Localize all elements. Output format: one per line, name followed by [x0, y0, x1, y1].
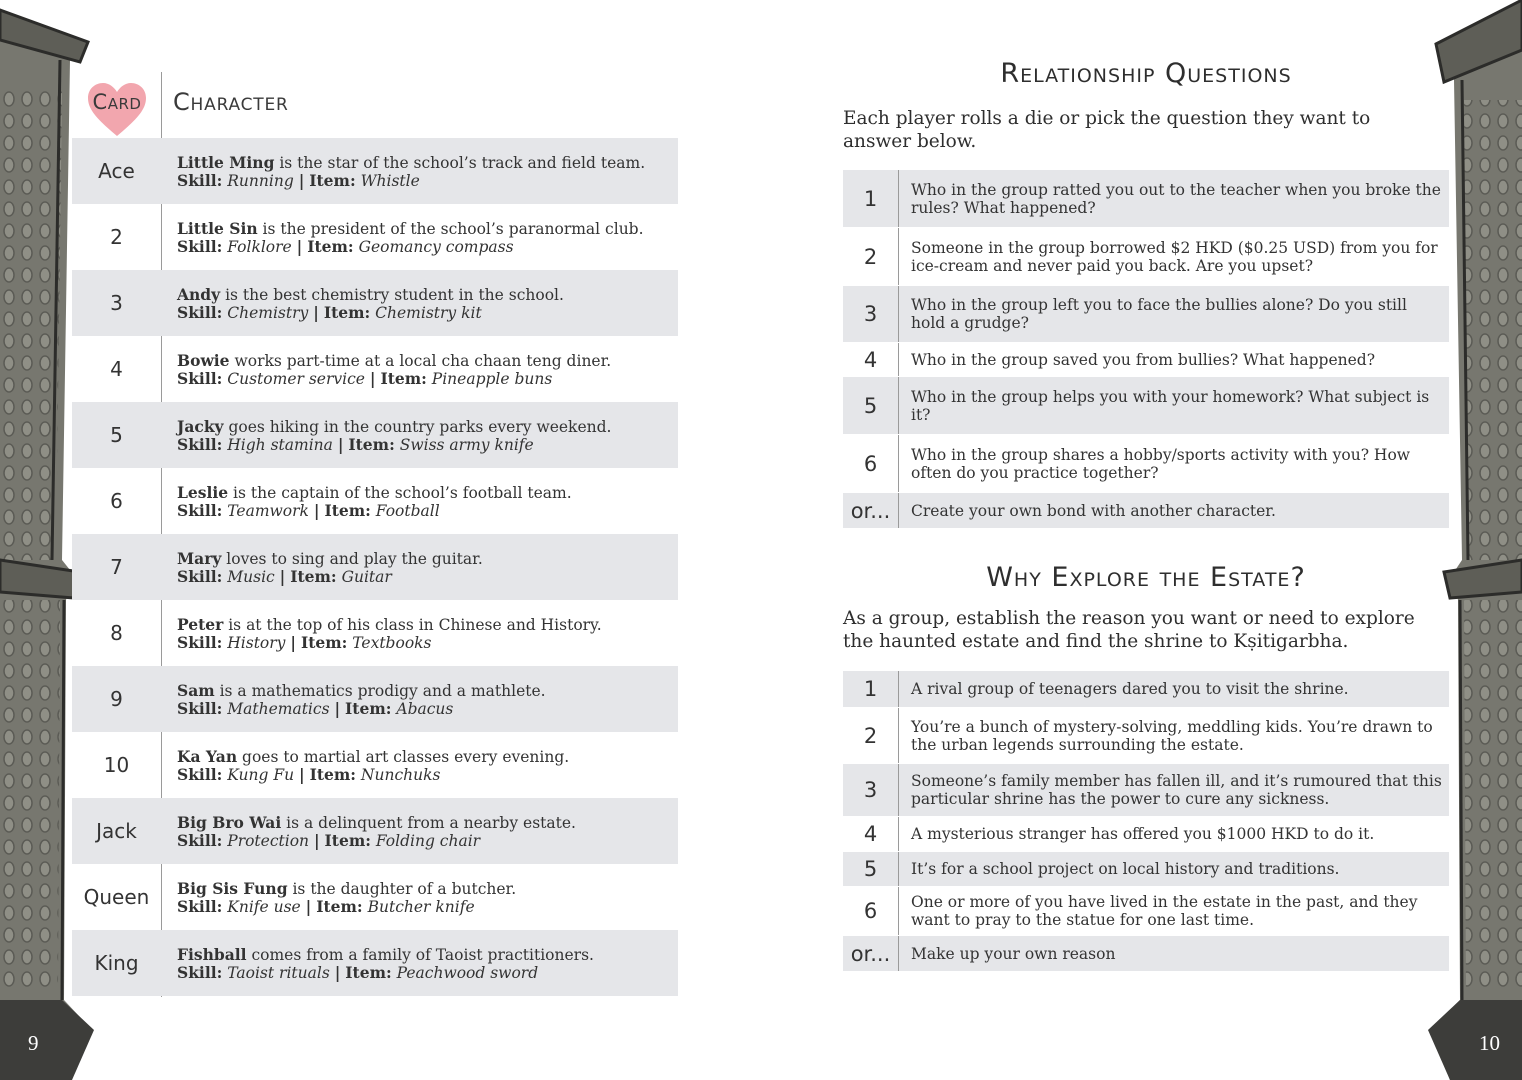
table-row	[72, 600, 678, 666]
skill-label: Skill:	[177, 501, 223, 520]
separator: |	[337, 435, 344, 454]
separator: |	[313, 831, 320, 850]
table-row	[72, 534, 678, 600]
table-row	[72, 732, 678, 798]
character-desc: is a mathematics prodigy and a mathlete.	[214, 682, 546, 700]
separator: |	[290, 633, 296, 652]
item-label: Item:	[324, 831, 371, 850]
item-label: Item:	[323, 303, 371, 322]
page-number-right: 10	[1479, 1031, 1500, 1055]
relationship-intro: Each player rolls a die or pick the question they want to answer below.	[843, 108, 1371, 152]
skill-value: Folklore	[227, 238, 292, 256]
die-value: 3	[843, 286, 899, 342]
character-description	[177, 682, 668, 718]
character-name: Big Bro Wai	[177, 813, 282, 832]
table-row	[843, 936, 1449, 972]
item-value: Guitar	[341, 568, 392, 586]
table-row	[72, 402, 678, 468]
table-row	[843, 817, 1449, 852]
relationship-title: Relationship Questions	[1000, 58, 1292, 89]
skill-label: Skill:	[177, 699, 223, 718]
item-label: Item:	[345, 699, 392, 718]
reason-text: A mysterious stranger has offered you $1000 HKD to do it.	[911, 825, 1375, 843]
card-value: 6	[110, 489, 123, 513]
explore-table	[843, 671, 1449, 972]
skill-label: Skill:	[177, 237, 223, 256]
character-description	[177, 484, 668, 520]
table-row	[843, 671, 1449, 708]
skill-label: Skill:	[177, 171, 223, 190]
header-character: Character	[173, 88, 289, 116]
item-value: Pineapple buns	[431, 370, 553, 388]
die-value: 3	[843, 764, 899, 816]
item-value: Swiss army knife	[399, 436, 534, 454]
separator: |	[296, 237, 303, 256]
skill-value: History	[227, 634, 286, 652]
die-value: 6	[843, 887, 899, 935]
table-row	[72, 930, 678, 996]
separator: |	[279, 567, 286, 586]
die-value: 2	[843, 228, 899, 285]
card-value: 8	[110, 621, 123, 645]
card-value: Queen	[83, 885, 150, 909]
item-value: Whistle	[360, 172, 420, 190]
table-row	[72, 270, 678, 336]
character-description	[177, 946, 668, 982]
separator: |	[369, 369, 376, 388]
character-description	[177, 616, 668, 652]
reason-text: You’re a bunch of mystery-solving, meddling kids. You’re drawn to the urban legends surrounding the estate.	[911, 717, 1433, 754]
character-desc: is the best chemistry student in the school.	[220, 286, 564, 304]
table-row	[72, 666, 678, 732]
skill-label: Skill:	[177, 567, 223, 586]
table-row	[843, 286, 1449, 343]
table-row	[843, 377, 1449, 435]
skill-value: High stamina	[227, 436, 333, 454]
character-description	[177, 154, 668, 190]
character-name: Andy	[177, 285, 221, 304]
relationship-table	[843, 170, 1449, 529]
item-value: Football	[375, 502, 440, 520]
item-value: Nunchuks	[360, 766, 441, 784]
item-label: Item:	[348, 435, 395, 454]
item-value: Textbooks	[352, 634, 432, 652]
character-desc: is the captain of the school’s football team.	[228, 484, 572, 502]
skill-value: Knife use	[227, 898, 301, 916]
skill-label: Skill:	[177, 831, 223, 850]
table-row	[843, 708, 1449, 764]
character-name: Ka Yan	[177, 747, 238, 766]
item-value: Peachwood sword	[396, 964, 539, 982]
explore-intro: As a group, establish the reason you want or need to explore the haunted estate and find the shrine to Kṣitigarbha.	[843, 608, 1415, 652]
skill-label: Skill:	[177, 765, 223, 784]
separator: |	[313, 303, 319, 322]
card-value: 4	[110, 357, 123, 381]
skill-value: Mathematics	[227, 700, 330, 718]
item-value: Chemistry kit	[375, 304, 482, 322]
character-name: Little Ming	[177, 153, 275, 172]
skill-value: Music	[227, 568, 275, 586]
item-label: Item:	[309, 171, 356, 190]
skill-value: Kung Fu	[227, 766, 295, 784]
card-value: 10	[103, 753, 130, 777]
skill-label: Skill:	[177, 963, 223, 982]
character-description	[177, 418, 668, 454]
table-row	[843, 493, 1449, 529]
skill-value: Chemistry	[227, 304, 309, 322]
character-table	[72, 138, 678, 996]
item-label: Item:	[300, 633, 348, 652]
item-label: Item:	[316, 897, 363, 916]
table-row	[843, 764, 1449, 817]
character-desc: goes to martial art classes every evening.	[237, 748, 570, 766]
character-desc: is a delinquent from a nearby estate.	[281, 814, 576, 832]
reason-text: A rival group of teenagers dared you to visit the shrine.	[911, 680, 1349, 698]
character-description	[177, 220, 668, 256]
question-text: Who in the group saved you from bullies? What happened?	[911, 350, 1376, 369]
table-row	[72, 798, 678, 864]
die-value: 5	[843, 852, 899, 886]
item-value: Geomancy compass	[358, 238, 514, 256]
die-value: or...	[843, 493, 899, 528]
separator: |	[299, 765, 305, 784]
item-label: Item:	[307, 237, 354, 256]
item-value: Abacus	[396, 700, 454, 718]
skill-label: Skill:	[177, 369, 223, 388]
character-description	[177, 748, 668, 784]
character-desc: works part-time at a local cha chaan teng diner.	[229, 352, 612, 370]
skill-value: Taoist rituals	[227, 964, 330, 982]
die-value: 1	[843, 671, 899, 707]
character-desc: is at the top of his class in Chinese and History.	[223, 616, 602, 634]
card-value: King	[94, 951, 139, 975]
card-value: 7	[110, 555, 123, 579]
table-row	[843, 852, 1449, 887]
question-text: Who in the group helps you with your homework? What subject is it?	[911, 387, 1430, 424]
skill-value: Protection	[227, 832, 310, 850]
skill-label: Skill:	[177, 303, 223, 322]
table-row	[72, 204, 678, 270]
table-row	[843, 887, 1449, 936]
explore-title: Why Explore the Estate?	[986, 562, 1306, 593]
die-value: 4	[843, 343, 899, 376]
character-name: Bowie	[177, 351, 230, 370]
reason-text: It’s for a school project on local history and traditions.	[911, 860, 1340, 878]
character-description	[177, 352, 668, 388]
card-value: 3	[110, 291, 123, 315]
character-desc: is the daughter of a butcher.	[287, 880, 517, 898]
separator: |	[305, 897, 312, 916]
character-name: Little Sin	[177, 219, 258, 238]
die-value: 5	[843, 377, 899, 434]
reason-text: Make up your own reason	[911, 944, 1116, 963]
reason-text: One or more of you have lived in the estate in the past, and they want to pray to the statue for one last time.	[911, 893, 1418, 929]
skill-value: Customer service	[227, 370, 365, 388]
table-row	[843, 170, 1449, 228]
character-name: Fishball	[177, 945, 247, 964]
card-value: 5	[110, 423, 123, 447]
question-text: Who in the group ratted you out to the teacher when you broke the rules? What happened?	[911, 180, 1441, 217]
item-label: Item:	[380, 369, 427, 388]
character-desc: comes from a family of Taoist practitioners.	[246, 946, 594, 964]
question-text: Create your own bond with another character.	[911, 501, 1276, 520]
die-value: 6	[843, 435, 899, 492]
item-value: Butcher knife	[367, 898, 475, 916]
die-value: or...	[843, 936, 899, 971]
character-desc: loves to sing and play the guitar.	[221, 550, 483, 568]
table-row	[72, 336, 678, 402]
item-label: Item:	[345, 963, 392, 982]
character-name: Leslie	[177, 483, 229, 502]
card-value: 9	[110, 687, 123, 711]
character-desc: is the star of the school’s track and field team.	[274, 154, 646, 172]
table-row	[843, 343, 1449, 377]
table-row	[72, 138, 678, 204]
page-number-left: 9	[28, 1031, 39, 1055]
reason-text: Someone’s family member has fallen ill, and it’s rumoured that this particular shrine has the power to cure any sickness.	[911, 772, 1442, 808]
skill-label: Skill:	[177, 633, 223, 652]
die-value: 2	[843, 708, 899, 763]
card-value: Ace	[98, 159, 135, 183]
table-row	[843, 435, 1449, 493]
skill-value: Running	[227, 172, 294, 190]
die-value: 1	[843, 170, 899, 227]
separator: |	[313, 501, 320, 520]
character-name: Mary	[177, 549, 222, 568]
character-description	[177, 286, 668, 322]
skill-label: Skill:	[177, 897, 223, 916]
character-desc: goes hiking in the country parks every weekend.	[223, 418, 612, 436]
question-text: Who in the group shares a hobby/sports activity with you? How often do you practice together?	[911, 445, 1411, 482]
character-name: Jacky	[177, 417, 224, 436]
separator: |	[298, 171, 305, 190]
card-value: 2	[110, 225, 123, 249]
character-description	[177, 550, 668, 586]
question-text: Who in the group left you to face the bullies alone? Do you still hold a grudge?	[911, 296, 1407, 332]
character-description	[177, 880, 668, 916]
item-label: Item:	[309, 765, 356, 784]
skill-value: Teamwork	[227, 502, 309, 520]
item-label: Item:	[290, 567, 337, 586]
character-name: Sam	[177, 681, 215, 700]
header-card: Card	[92, 90, 142, 114]
card-value: Jack	[96, 819, 137, 843]
character-desc: is the president of the school’s paranormal club.	[257, 220, 644, 238]
table-row	[843, 228, 1449, 286]
skill-label: Skill:	[177, 435, 223, 454]
character-name: Peter	[177, 615, 224, 634]
die-value: 4	[843, 817, 899, 851]
table-row	[72, 864, 678, 930]
table-row	[72, 468, 678, 534]
separator: |	[334, 963, 341, 982]
separator: |	[334, 699, 341, 718]
character-description	[177, 814, 668, 850]
character-name: Big Sis Fung	[177, 879, 288, 898]
question-text: Someone in the group borrowed $2 HKD ($0.25 USD) from you for ice-cream and never paid you back. Are you upset?	[911, 238, 1438, 275]
item-value: Folding chair	[375, 832, 481, 850]
item-label: Item:	[324, 501, 371, 520]
